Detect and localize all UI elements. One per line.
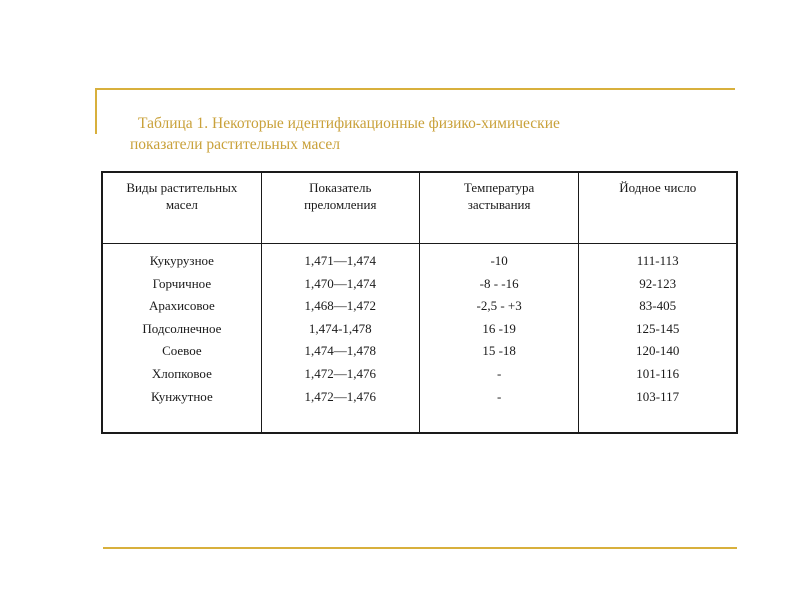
decorative-top-rule <box>95 88 735 90</box>
header-solidification-line-2: застывания <box>467 197 531 212</box>
header-refraction <box>261 172 419 244</box>
cell-oil: Соевое <box>162 343 202 359</box>
cell-solidification: -10 <box>490 253 508 268</box>
column-oil-names <box>102 244 261 434</box>
column-solidification <box>419 244 579 434</box>
table-title-line-2: показатели растительных масел <box>130 136 341 153</box>
cell-iodine: 120-140 <box>636 343 680 359</box>
decorative-left-rule <box>95 88 97 134</box>
cell-iodine: 92-123 <box>639 275 677 291</box>
cell-iodine: 101-116 <box>636 365 680 381</box>
cell-solidification: - <box>496 365 502 381</box>
cell-iodine: 83-405 <box>639 298 677 314</box>
table-title-line-1: Таблица 1. Некоторые идентификационные физико-химические <box>138 115 560 132</box>
cell-solidification: -2,5 - +3 <box>476 298 522 314</box>
cell-refraction: 1,472—1,476 <box>304 365 377 381</box>
decorative-bottom-rule <box>103 547 737 549</box>
cell-refraction: 1,471—1,474 <box>304 253 377 268</box>
table-header-row <box>102 172 737 244</box>
cell-oil: Хлопковое <box>151 365 212 381</box>
header-refraction-line-1: Показатель <box>309 180 372 195</box>
header-solidification <box>419 172 579 244</box>
oil-properties-table <box>101 171 738 434</box>
cell-oil: Кукурузное <box>149 253 214 268</box>
header-solidification-line-1: Температура <box>463 180 535 195</box>
header-iodine-line-1: Йодное число <box>619 180 697 195</box>
cell-solidification: - <box>496 388 502 404</box>
header-oil-type-line-2: масел <box>165 197 198 212</box>
cell-solidification: 15 -18 <box>482 343 516 359</box>
cell-solidification: 16 -19 <box>482 320 516 336</box>
column-iodine <box>579 244 737 434</box>
cell-refraction: 1,470—1,474 <box>304 275 377 291</box>
cell-refraction: 1,472—1,476 <box>304 388 377 404</box>
cell-refraction: 1,468—1,472 <box>304 298 377 314</box>
header-iodine <box>579 172 737 244</box>
cell-oil: Подсолнечное <box>142 320 222 336</box>
cell-iodine: 125-145 <box>636 320 680 336</box>
header-oil-type <box>102 172 261 244</box>
column-refraction <box>261 244 419 434</box>
cell-refraction: 1,474—1,478 <box>304 343 377 359</box>
table-title <box>130 113 730 155</box>
cell-iodine: 111-113 <box>636 253 679 268</box>
cell-oil: Кунжутное <box>151 388 213 404</box>
cell-oil: Арахисовое <box>148 298 215 314</box>
cell-refraction: 1,474-1,478 <box>308 320 372 336</box>
header-refraction-line-2: преломления <box>304 197 377 212</box>
cell-oil: Горчичное <box>152 275 212 291</box>
table-body-row <box>102 244 737 434</box>
cell-solidification: -8 - -16 <box>479 275 519 291</box>
header-oil-type-line-1: Виды растительных <box>126 180 238 195</box>
cell-iodine: 103-117 <box>636 388 680 404</box>
